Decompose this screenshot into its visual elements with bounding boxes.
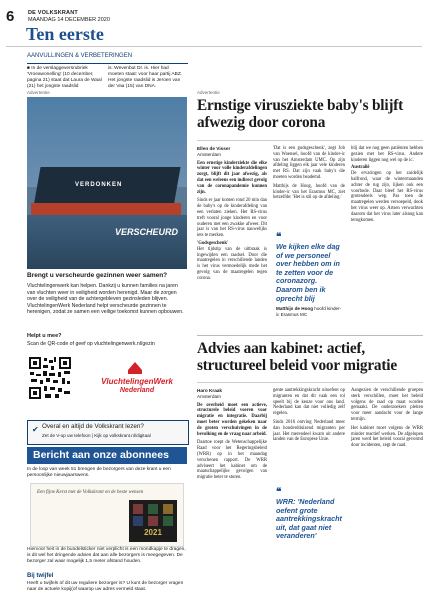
article-1-quote-source: [276, 306, 344, 318]
sidebar-ad-tag: Advertentie: [27, 90, 50, 95]
greeting-card-image: [30, 483, 184, 547]
article-1-body-5: blij dat we nog geen patiënten hebben gezien met het RS-virus. Andere kinderen liggen nog wel op de ic.: [351, 146, 423, 163]
articles-divider: [197, 335, 423, 336]
quote-mark-icon: ❝: [276, 487, 282, 498]
calendar-cell: [163, 504, 173, 514]
article-2-body-4: Aangezien de verschillende groepen sterk verschillen, moet het beleid volgens de raad op maat worden gemaakt. De onderzoekers pleiten voor meer aandacht voor de lange termijn.: [351, 388, 423, 422]
article-2-location: Amsterdam: [197, 393, 221, 399]
article-1-tag: Advertentie: [197, 90, 220, 95]
ship-hull: [31, 203, 181, 215]
calendar-cell: [163, 516, 173, 526]
digital-promo-title: Overal en altijd de Volkskrant lezen?: [42, 423, 144, 430]
doubt-title: Bij twijfel: [27, 573, 54, 579]
ad-body: Vluchtelingenwerk kan helpen. Dankzij u kunnen families na jaren van vluchten weer in veiligheid worden herenigd. Maar de zorgen over de veiligheid van de achtergebleven gezinsleden blijven. VluchtelingenWerk Nederland helpt verscheurde gezinnen te herenigen, zodat ze samen een veilige toekomst kunnen opbouwen.: [27, 283, 184, 316]
logo-triangle-icon: [128, 362, 142, 370]
article-2-headline: Advies aan kabinet: actief, structureel beleid voor migratie: [197, 340, 397, 374]
article-2-quote-text: WRR: 'Nederland oefent grote aantrekkingskracht uit, dat gaat niet veranderen': [276, 497, 342, 541]
qr-code-icon[interactable]: [28, 356, 72, 400]
article-1-body-6: De ervaringen op het zuidelijk halfrond, waar de wintermaanden achter de rug zijn, lijken ook een voorbode. Daar bleef het RS-virus grotendeels weg. Pas toen de maatregelen werden versoepeld, dook het virus weer op. Artsen verwachten daarom dat het virus later alsnog kan terugkomen.: [351, 171, 423, 223]
ad-help-title: Helpt u mee?: [27, 333, 62, 339]
ad-help-text: Scan de QR-code of geef op vluchtelingenwerk.nl/gezin: [27, 341, 155, 347]
subscriber-notice-title: Bericht aan onze abonnees: [33, 449, 169, 461]
calendar-icon: [129, 500, 177, 542]
calendar-cell: [148, 504, 158, 514]
check-icon: ✔: [32, 425, 39, 434]
article-2-body-2: gente aantrekkingskracht uitoefent op migranten en dat dit vaak een rol speelt bij de keuze voor ons land. Nederland kan dat niet volledig zelf regelen.: [273, 388, 345, 417]
section-title: Ten eerste: [26, 24, 104, 44]
greeting-card-text: Een fijne Kerst met de Volkskrant en de beste wensen: [37, 490, 144, 495]
ship-name-top: VERDONKEN: [75, 182, 123, 188]
subscriber-notice-header: [27, 447, 187, 464]
calendar-year: 2021: [144, 528, 162, 537]
article-2-body-3: Sinds 2016 ontving Nederland meer dan honderdduizend migranten per jaar. Het merendeel kwam uit andere landen van de Europese Unie.: [273, 419, 345, 443]
doubt-text: Heeft u twijfels of dit uw reguliere bezorger is? U kunt de bezorger vragen naar de actuele kopij(of waarop uw adres vermeld staat.: [27, 581, 184, 592]
masthead: [28, 10, 110, 23]
article-1-location: Amsterdam: [197, 151, 221, 157]
article-1-quote-role: hoofd kinder-ic Erasmus MC: [276, 306, 342, 317]
publication-date: MAANDAG 14 DECEMBER 2020: [28, 16, 110, 23]
article-1-lead: Een ernstige kinderziekte die elke winter voor volle kinderafdelingen zorgt, blijft dit jaar afwezig, als dat een weleens een indirect gevolg van de coronapandemie kunnen zijn.: [197, 160, 267, 195]
digital-promo-bar[interactable]: [27, 420, 189, 445]
subscriber-notice-intro: In de loop van week 51 brengen de bezorgers van deze krant u een persoonlijke nieuwjaarswens.: [27, 467, 171, 478]
article-2-divider: [197, 382, 423, 383]
digital-promo-subtitle: Zet de V-op uw telefoon | Kijk op volkskrant.nl/digitaal: [42, 433, 151, 438]
article-1-quote-text: We kijken elke dag of we personeel over hebben om in te zetten voor de coronazorg. Daarom ben ik oprecht blij: [276, 242, 340, 303]
ad-headline: Brengt u verscheurde gezinnen weer samen?: [27, 272, 168, 279]
page-number: 6: [6, 8, 15, 25]
article-2-column-3: [351, 388, 423, 449]
article-1-subhead-2: Australië: [351, 165, 370, 171]
corrections-column-1: ■ In de verslaggeversrubriek 'Vroeawonelling' (10 december, pagina 21) staat dat Laura de Waal (21) het jongste raadslid: [27, 66, 102, 89]
article-1-column-2: [273, 146, 345, 201]
logo-text-2: Nederland: [119, 387, 155, 394]
publication-name: DE VOLKSKRANT: [28, 10, 78, 16]
article-1-column-3: [351, 146, 423, 223]
article-1-subhead-1: 'Godsgeschenk': [197, 240, 229, 246]
article-1-body-4: Matthijs de Hoog, hoofd van de kinder-ic van het Erasmus MC, ziet hetzelfde: 'Het is stil op de afdeling.': [273, 183, 345, 201]
article-1-byline: Ellen de Visser: [197, 146, 231, 151]
article-1-divider: [197, 140, 423, 141]
photo-water: [27, 215, 187, 269]
logo-text-1: VluchtelingenWerk: [101, 377, 173, 386]
article-2-body-1: Daartoe roept de Wetenschappelijke Raad voor het Regeringsbeleid (WRR) op in het maandag verschenen rapport. De WRR adviseert het kabinet om de maatschappelijke gevolgen van migratie beter te sturen.: [197, 440, 267, 481]
calendar-cell: [133, 504, 143, 514]
calendar-cell: [148, 516, 158, 526]
ship-name-bottom: VERSCHEURD: [115, 227, 179, 237]
ad-photo: [27, 97, 187, 269]
vluchtelingenwerk-logo: [92, 362, 182, 398]
subscriber-notice-footer: Hiervoor heit in de bundelsticker niet verplicht is een mondkapje te dragen, is dit wel het dringende advies dat aan alle bezorgers is meegegeven. De bezorger zal waar mogelijk 1,5 meter afstand houden.: [27, 547, 186, 564]
calendar-cell: [133, 516, 143, 526]
article-1-pull-quote: [276, 232, 344, 318]
corrections-column-2: is. Wevenbut Dr. is. Hier had moeten staat: voor haar partij ABZ. Het jongste raadslid is Jeroen van der Vaa (15) van DNA.: [108, 66, 183, 89]
header-divider: [6, 46, 422, 47]
article-2-column-1: [197, 388, 267, 481]
article-1-body-2: Het tijdstip van de uitbraak is ingewijden een raadsel. Door die maatregelen in verschillende landen is het virus vermoedelijk mede het gevolg van de maatregelen tegen corona.: [197, 246, 267, 281]
corrections-header: AANVULLINGEN & VERBETERINGEN: [27, 53, 188, 64]
article-2-lead: De overheid moet een actieve, structurele beleid voeren voor migratie en integratie. Daarbij moet beter worden gekeken naar de groten verschuivingen in de bevolking en de vraag naar arbeid.: [197, 402, 267, 437]
article-2-body-5: Het kabinet moet volgens de WRR minder reactief werken. De afgelopen jaren werd het beleid vooral gevormd door incidenten, zegt de raad.: [351, 425, 423, 449]
article-1-quote-name: Matthijs de Hoog: [276, 306, 314, 312]
article-2-column-2: [273, 388, 345, 443]
article-1-headline: Ernstige virusziekte baby's blijft afwezig door corona: [197, 97, 404, 131]
logo-bar-icon: [128, 370, 142, 374]
article-2-byline: Haro Kraak: [197, 388, 223, 393]
article-2-pull-quote: [276, 487, 344, 541]
article-1-body-1: Sinds er jaar komen rond 20 min dan de baby's op de kinderafdeling van een verlaten zieken. Het RS-virus treft vooral jonge kinderen en voor ouderen met een zwakke afweer. Dit jaar is van het RS-virus nauwelijks iets te merken.: [197, 198, 267, 239]
quote-mark-icon: ❝: [276, 232, 282, 243]
article-1-body-3: 'Dat is een godsgeschenk', zegt Job van Woensel, hoofd van de kinder-ic van het Amsterdam UMC. Op zijn afdeling liggen elk jaar vele kinderen met RS. Dat zijn vaak baby's die moeten worden beademd.: [273, 146, 345, 180]
article-1-column-1: [197, 146, 267, 282]
